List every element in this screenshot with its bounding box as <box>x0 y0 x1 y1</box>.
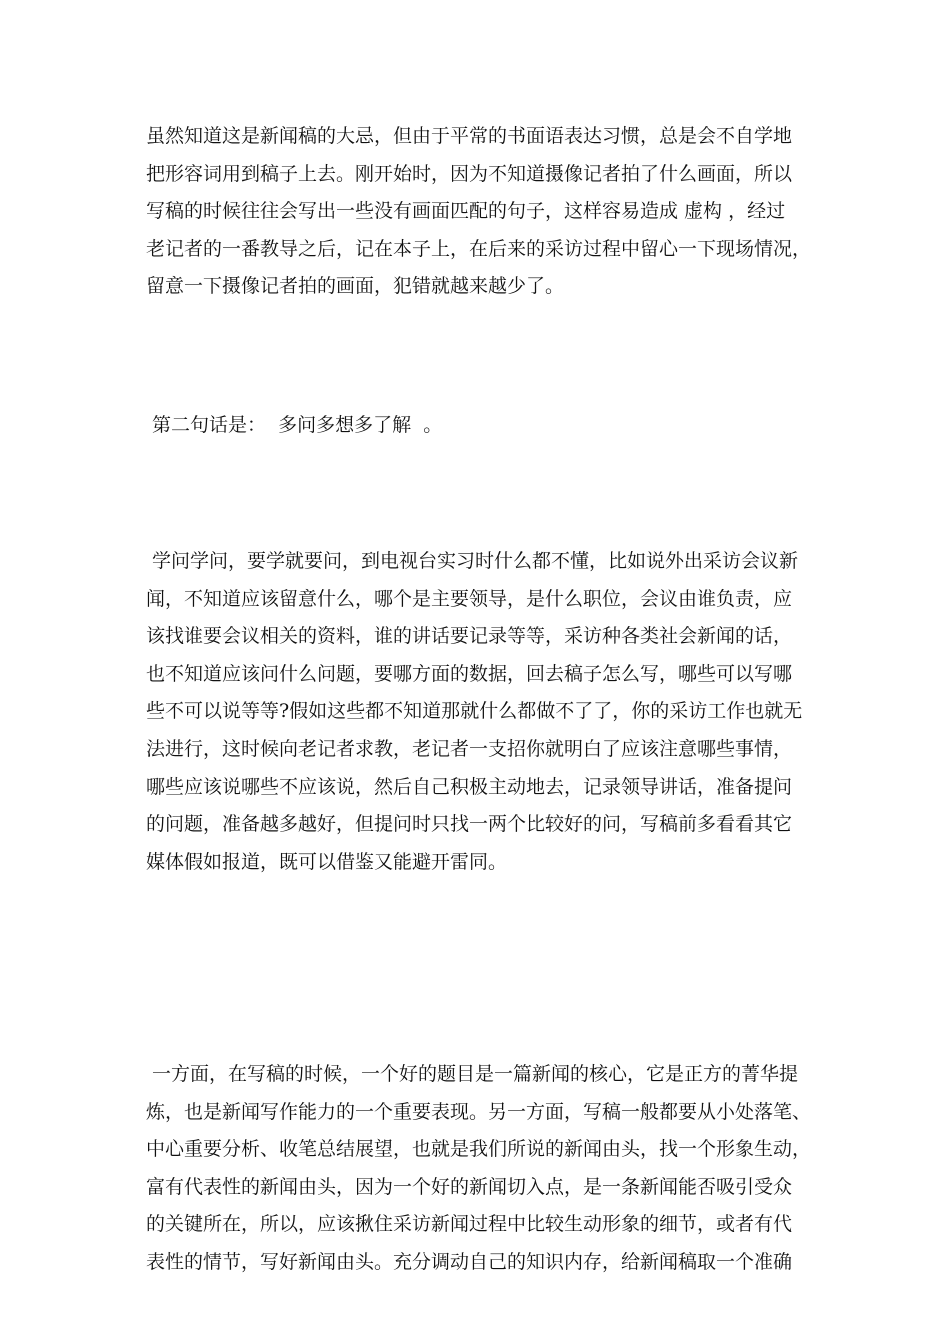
text-line: 些不可以说等等?假如这些都不知道那就什么都做不了了，你的采访工作也就无 <box>146 700 803 723</box>
paragraph-2-subheading <box>146 407 810 445</box>
text-line: 哪些应该说哪些不应该说，然后自己积极主动地去，记录领导讲话，准备提问 <box>146 775 793 798</box>
text-line: 学问学问，要学就要问，到电视台实习时什么都不懂，比如说外出采访会议新 <box>146 550 799 572</box>
text-line: 一方面，在写稿的时候，一个好的题目是一篇新闻的核心，它是正方的菁华提 <box>146 1063 799 1085</box>
text-line: 媒体假如报道，既可以借鉴又能避开雷同。 <box>146 850 508 873</box>
text-line: 老记者的一番教导之后，记在本子上，在后来的采访过程中留心一下现场情况， <box>146 237 812 260</box>
text-line: 留意一下摄像记者拍的画面，犯错就越来越少了。 <box>146 275 565 298</box>
text-line: 富有代表性的新闻由头，因为一个好的新闻切入点，是一条新闻能否吸引受众 <box>146 1175 793 1198</box>
text-line: 的问题，准备越多越好，但提问时只找一两个比较好的问，写稿前多看看其它 <box>146 813 793 836</box>
text-line: 闻，不知道应该留意什么，哪个是主要领导，是什么职位，会议由谁负责，应 <box>146 587 793 610</box>
paragraph-4 <box>146 1056 810 1282</box>
text-line: 的关键所在，所以，应该揪住采访新闻过程中比较生动形象的细节，或者有代 <box>146 1213 793 1236</box>
text-line: 把形容词用到稿子上去。刚开始时，因为不知道摄像记者拍了什么画面，所以 <box>146 162 793 185</box>
text-line: 法进行，这时候向老记者求教，老记者一支招你就明白了应该注意哪些事情， <box>146 737 793 760</box>
text-line: 虽然知道这是新闻稿的大忌，但由于平常的书面语表达习惯，总是会不自学地 <box>146 125 793 147</box>
paragraph-3 <box>146 543 810 881</box>
text-line: 炼，也是新闻写作能力的一个重要表现。另一方面，写稿一般都要从小处落笔、 <box>146 1100 812 1123</box>
text-line: 中心重要分析、收笔总结展望，也就是我们所说的新闻由头，找一个形象生动， <box>146 1138 812 1161</box>
text-line: 第二句话是： 多问多想多了解 。 <box>146 414 443 436</box>
text-line: 写稿的时候往往会写出一些没有画面匹配的句子，这样容易造成 虚构 ，经过 <box>146 200 786 223</box>
text-line: 该找谁要会议相关的资料，谁的讲话要记录等等，采访种各类社会新闻的话， <box>146 625 793 648</box>
text-line: 也不知道应该问什么问题，要哪方面的数据，回去稿子怎么写，哪些可以写哪 <box>146 662 793 685</box>
paragraph-1 <box>146 118 810 306</box>
text-line: 表性的情节，写好新闻由头。充分调动自己的知识内存，给新闻稿取一个准确 <box>146 1250 793 1273</box>
